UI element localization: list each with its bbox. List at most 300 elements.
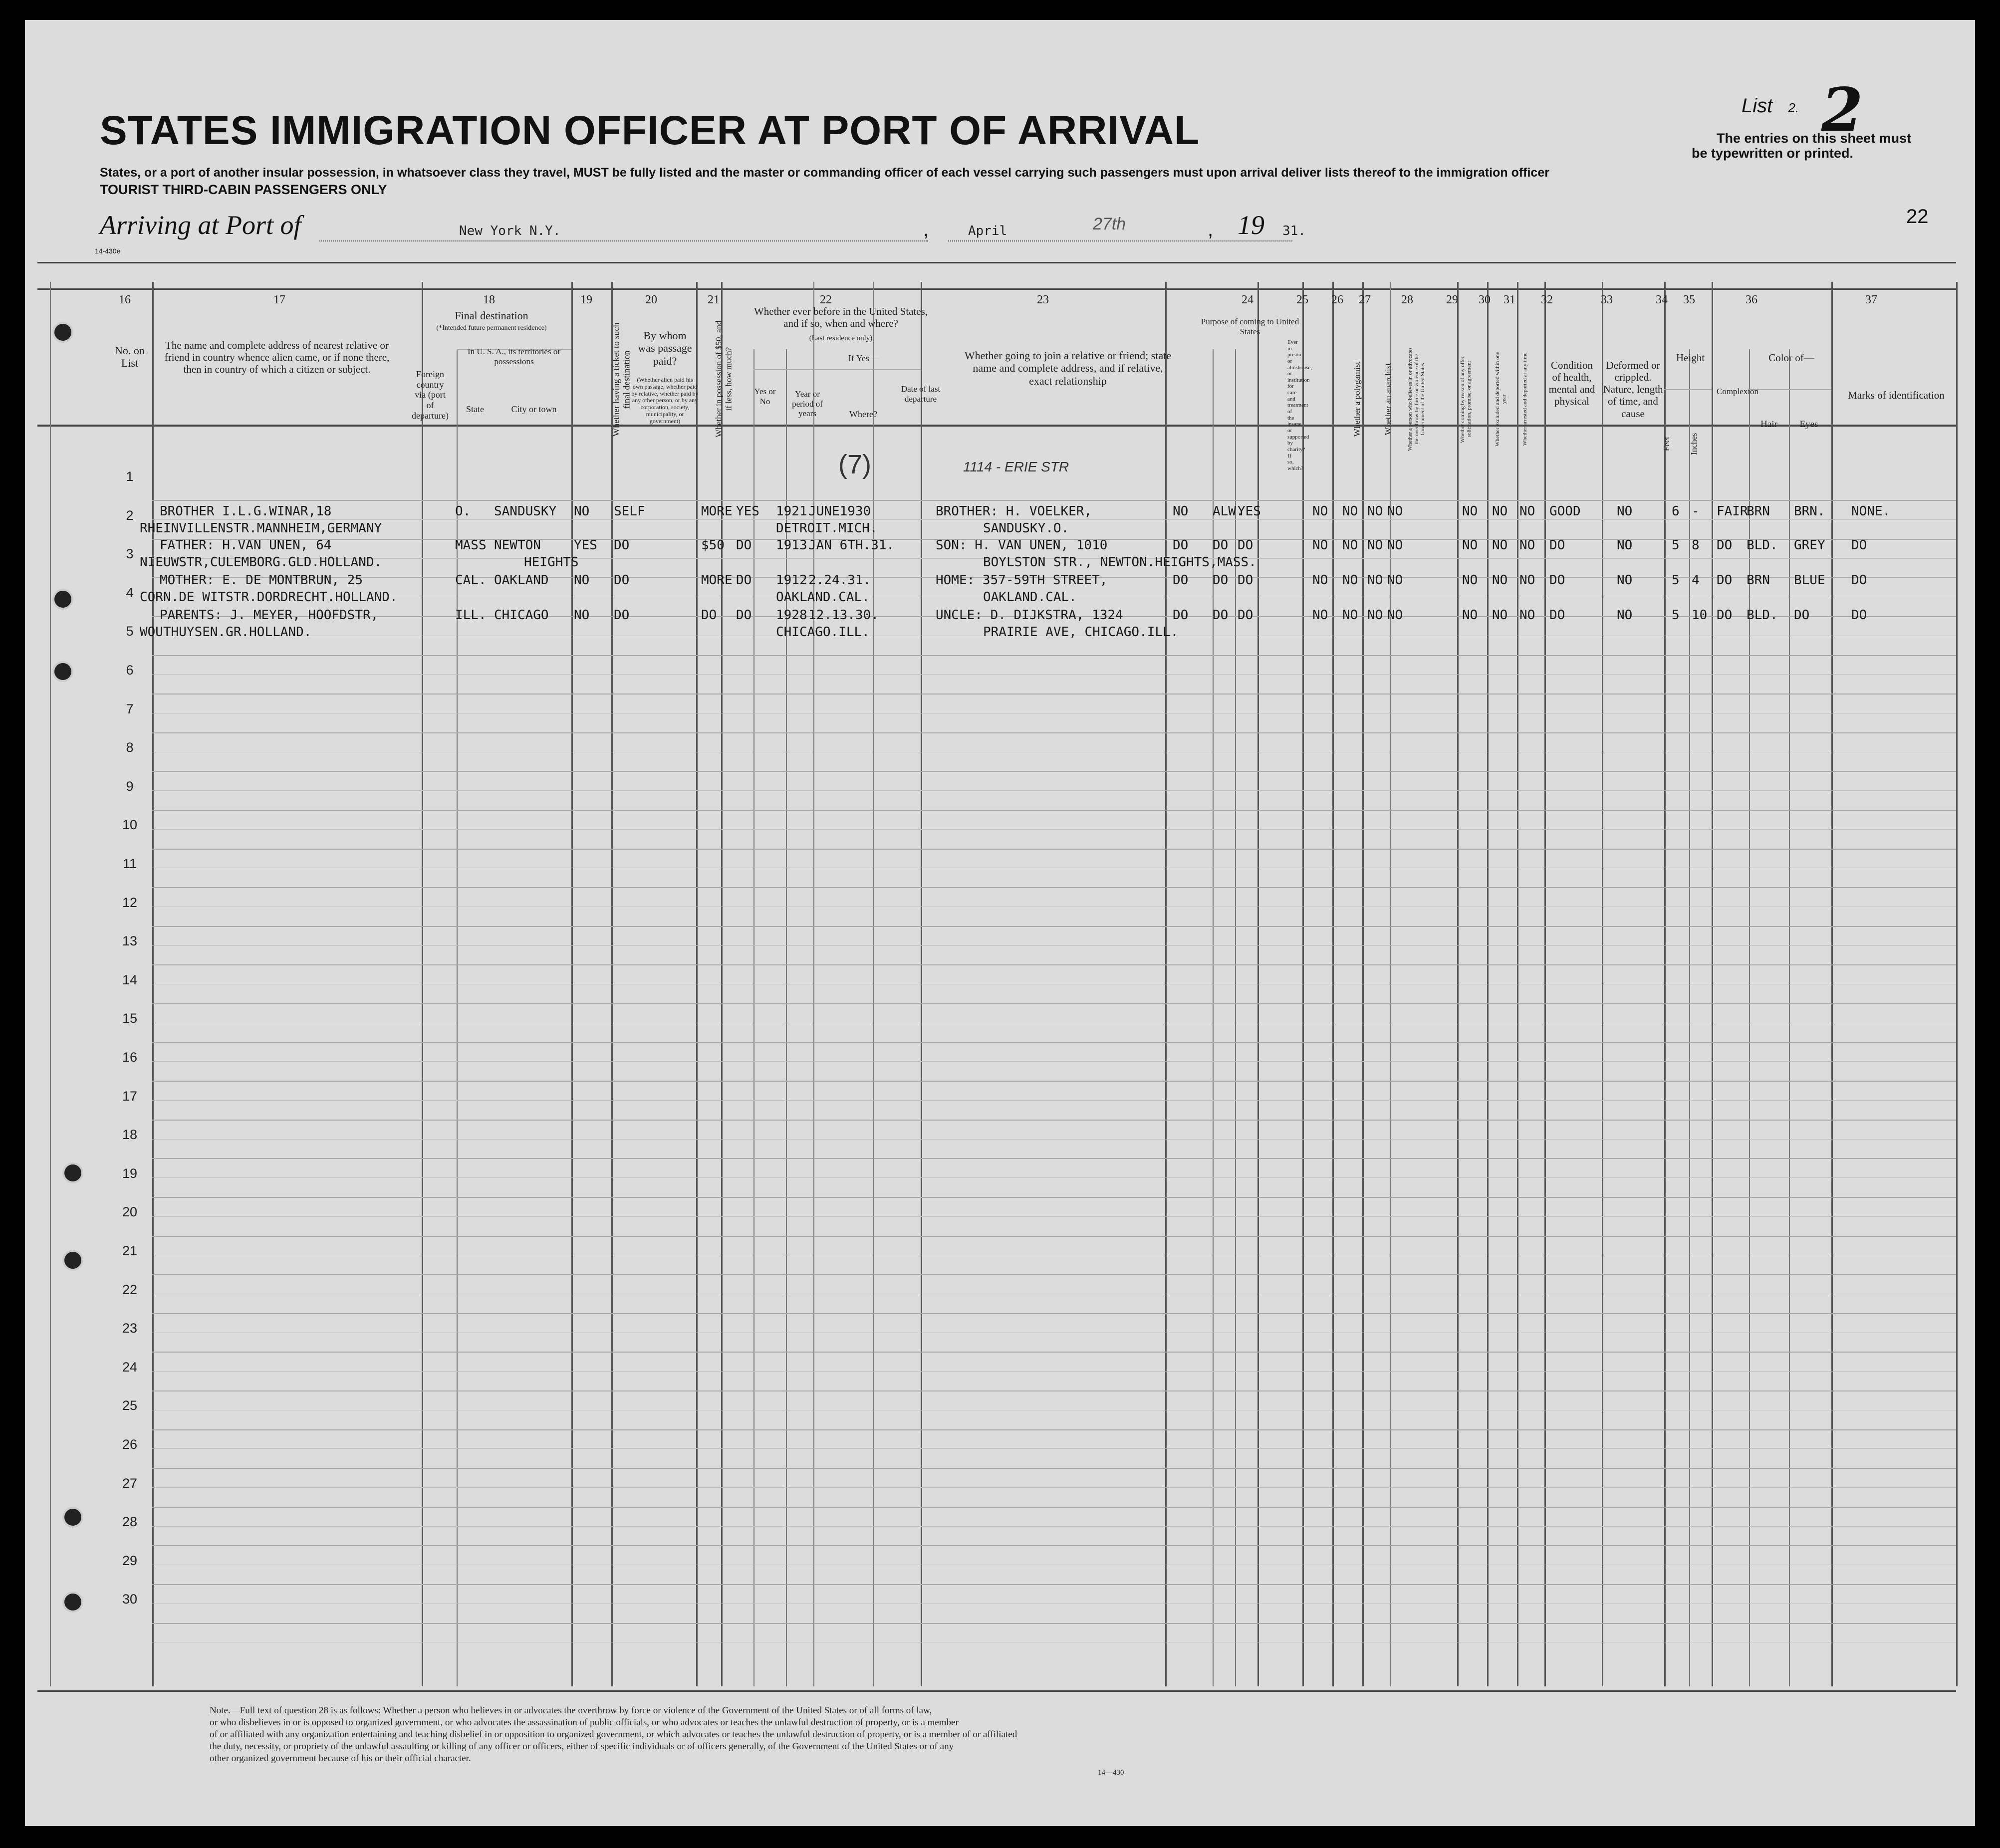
punch-hole bbox=[62, 1592, 83, 1613]
paid-by-cell: DO bbox=[614, 608, 630, 623]
q28-cell: NO bbox=[1387, 538, 1403, 553]
header-c29: Whether coming by reason of any offer, solicitation, promise, or agreement bbox=[1460, 355, 1472, 443]
column-number: 31 bbox=[1503, 293, 1515, 306]
column-number: 16 bbox=[119, 293, 131, 306]
purpose-cell-1: DO bbox=[1173, 608, 1189, 623]
row-number: 18 bbox=[122, 1127, 138, 1143]
date-underline bbox=[948, 240, 1292, 241]
header-inches: Inches bbox=[1689, 433, 1699, 455]
column-line bbox=[1789, 349, 1790, 1686]
row-line bbox=[152, 1158, 1956, 1159]
row-number: 25 bbox=[122, 1398, 138, 1413]
header-c25: Ever in prison or almshouse, or institution for care and treatment of the insane, or supported by charity? If so, which? bbox=[1287, 339, 1312, 471]
inches-cell: - bbox=[1692, 504, 1700, 519]
row-line bbox=[152, 674, 1956, 675]
form-stamp: 14-430e bbox=[95, 247, 121, 255]
q27-cell: NO bbox=[1367, 504, 1383, 519]
row-number: 1 bbox=[126, 469, 134, 484]
marks-cell: DO bbox=[1851, 538, 1867, 553]
footnote-line4: the duty, necessity, or propriety of the unlawful assaulting or killing of any officer or officers, either of specific individuals or of officers generally, of the Government of the United States or of any bbox=[210, 1741, 954, 1752]
join-relative-line-2: PRAIRIE AVE, CHICAGO.ILL. bbox=[983, 625, 1179, 640]
row-number: 27 bbox=[122, 1475, 138, 1491]
row-line bbox=[152, 1371, 1956, 1372]
header-ticket: Whether having a ticket to such final destination bbox=[611, 322, 631, 437]
q29-cell: NO bbox=[1462, 538, 1478, 553]
marks-cell: DO bbox=[1851, 608, 1867, 623]
q29-cell: NO bbox=[1462, 573, 1478, 588]
row-line bbox=[152, 1100, 1956, 1101]
q28-cell: NO bbox=[1387, 573, 1403, 588]
column-number: 28 bbox=[1401, 293, 1413, 306]
header-subdivider bbox=[753, 369, 921, 370]
row-line bbox=[152, 1313, 1956, 1314]
marks-cell: DO bbox=[1851, 573, 1867, 588]
row-number: 2 bbox=[126, 507, 134, 523]
q28-cell: NO bbox=[1387, 608, 1403, 623]
column-number: 17 bbox=[273, 293, 285, 306]
row-line bbox=[152, 1487, 1956, 1488]
purpose-cell-2: DO bbox=[1213, 608, 1229, 623]
join-relative-line-1: SON: H. VAN UNEN, 1010 bbox=[936, 538, 1108, 553]
marks-cell: NONE. bbox=[1851, 504, 1891, 519]
departure-date-cell: JUNE1930 bbox=[808, 504, 871, 519]
state-cell: CAL. bbox=[455, 573, 487, 588]
punch-hole bbox=[52, 661, 73, 682]
q31-cell: NO bbox=[1519, 573, 1535, 588]
row-line bbox=[152, 1139, 1956, 1140]
manifest-table bbox=[37, 262, 1956, 1692]
footnote-line2: or who disbelieves in or is opposed to organized government, or who advocates the assassination of public officials, or who advocates or teaches the unlawful destruction of property, or is a member bbox=[210, 1717, 959, 1728]
punch-hole bbox=[62, 1250, 83, 1271]
row-number: 30 bbox=[122, 1592, 138, 1607]
row-number: 12 bbox=[122, 895, 138, 910]
column-number: 30 bbox=[1479, 293, 1491, 306]
inches-cell: 8 bbox=[1692, 538, 1700, 553]
row-line bbox=[152, 1545, 1956, 1546]
header-no-on-list: No. on List bbox=[115, 344, 145, 370]
row-number: 20 bbox=[122, 1204, 138, 1220]
ticket-cell: YES bbox=[574, 538, 597, 553]
header-paid-by-note: (Whether alien paid his own passage, whether paid by relative, whether paid by any other person, or by any corporation, society, municipality, or government) bbox=[631, 376, 699, 425]
column-number: 25 bbox=[1296, 293, 1308, 306]
where-cell: OAKLAND.CAL. bbox=[776, 590, 870, 605]
deformed-cell: NO bbox=[1617, 538, 1633, 553]
purpose-cell-1: DO bbox=[1173, 538, 1189, 553]
header-eyes: Eyes bbox=[1799, 419, 1818, 430]
q30-cell: NO bbox=[1492, 504, 1508, 519]
money-cell: DO bbox=[701, 608, 717, 623]
q25-cell: NO bbox=[1312, 504, 1328, 519]
arrival-month: April bbox=[968, 224, 1007, 238]
row-number: 19 bbox=[122, 1165, 138, 1181]
purpose-cell-3: DO bbox=[1238, 608, 1253, 623]
money-cell: $50 bbox=[701, 538, 725, 553]
row-number: 10 bbox=[122, 817, 138, 833]
footnote-line3: of or affiliated with any organization entertaining and teaching disbelief in or opposition to organized government, or which advocates or teaches the unlawful destruction of property, or is a member of or affiliated bbox=[210, 1729, 1017, 1740]
paid-by-cell: DO bbox=[614, 538, 630, 553]
row-number: 9 bbox=[126, 778, 134, 794]
punch-hole bbox=[52, 322, 73, 343]
row-number: 4 bbox=[126, 585, 134, 600]
ticket-cell: NO bbox=[574, 504, 590, 519]
relative-line-2: WOUTHUYSEN.GR.HOLLAND. bbox=[140, 625, 312, 640]
state-cell: O. bbox=[455, 504, 471, 519]
row-line bbox=[152, 926, 1956, 927]
join-relative-line-2: BOYLSTON STR., NEWTON.HEIGHTS,MASS. bbox=[983, 555, 1256, 570]
eyes-cell: DO bbox=[1794, 608, 1810, 623]
row-line bbox=[152, 849, 1956, 850]
feet-cell: 5 bbox=[1672, 608, 1680, 623]
q29-cell: NO bbox=[1462, 504, 1478, 519]
column-number: 27 bbox=[1359, 293, 1371, 306]
row-line bbox=[152, 1390, 1956, 1391]
inches-cell: 4 bbox=[1692, 573, 1700, 588]
state-cell: ILL. bbox=[455, 608, 487, 623]
before-cell: DO bbox=[736, 573, 752, 588]
row-line bbox=[152, 1236, 1956, 1237]
city-cell: CHICAGO bbox=[494, 608, 549, 623]
q27-cell: NO bbox=[1367, 608, 1383, 623]
row-line bbox=[152, 1352, 1956, 1353]
header-final-destination: Final destination bbox=[455, 309, 528, 322]
year-prefix: 19 bbox=[1238, 210, 1264, 240]
where-cell: CHICAGO.ILL. bbox=[776, 625, 870, 640]
row-line bbox=[152, 1216, 1956, 1217]
relative-line-2: RHEINVILLENSTR.MANNHEIM,GERMANY bbox=[140, 521, 382, 536]
departure-date-cell: JAN 6TH.31. bbox=[808, 538, 895, 553]
purpose-cell-3: DO bbox=[1238, 538, 1253, 553]
header-last-residence: (Last residence only) bbox=[809, 334, 873, 342]
row-number: 14 bbox=[122, 972, 138, 987]
row-number: 24 bbox=[122, 1359, 138, 1375]
join-relative-line-2: SANDUSKY.O. bbox=[983, 521, 1069, 536]
complexion-cell: DO bbox=[1717, 608, 1733, 623]
header-nearest-relative: The name and complete address of nearest relative or friend in country whence alien came, or if none there, then in country of which a citizen or subject. bbox=[164, 339, 390, 376]
header-subdivider bbox=[1664, 389, 1712, 390]
year-cell: 1928 bbox=[776, 608, 807, 623]
q26-cell: NO bbox=[1342, 504, 1358, 519]
manifest-page bbox=[25, 20, 1975, 1826]
header-c30: Whether excluded and deported within one year bbox=[1495, 352, 1507, 447]
before-cell: DO bbox=[736, 608, 752, 623]
column-line bbox=[50, 282, 51, 1686]
join-relative-line-1: HOME: 357-59TH STREET, bbox=[936, 573, 1108, 588]
eyes-cell: BLUE bbox=[1794, 573, 1825, 588]
header-where: Where? bbox=[849, 409, 877, 419]
year-suffix: 31. bbox=[1282, 224, 1306, 238]
column-line bbox=[1235, 349, 1236, 1686]
purpose-cell-1: NO bbox=[1173, 504, 1189, 519]
q31-cell: NO bbox=[1519, 504, 1535, 519]
column-number: 19 bbox=[580, 293, 592, 306]
year-cell: 1913 bbox=[776, 538, 807, 553]
header-foreign-country: Foreign country via (port of departure) bbox=[412, 369, 449, 421]
health-cell: DO bbox=[1549, 573, 1565, 588]
hair-cell: BRN bbox=[1747, 573, 1770, 588]
footnote-form-number: 14—430 bbox=[1098, 1769, 1124, 1777]
column-line bbox=[753, 349, 754, 1686]
list-label bbox=[1742, 95, 1799, 117]
arrival-day: 27th bbox=[1093, 215, 1126, 233]
arrival-port: New York N.Y. bbox=[459, 224, 561, 238]
header-paid-by: By whom was passage paid? bbox=[638, 329, 692, 367]
column-line bbox=[1689, 349, 1690, 1686]
row-line bbox=[152, 945, 1956, 946]
eyes-cell: GREY bbox=[1794, 538, 1825, 553]
city-cell: NEWTON bbox=[494, 538, 541, 553]
relative-line-2: CORN.DE WITSTR.DORDRECHT.HOLLAND. bbox=[140, 590, 398, 605]
hair-cell: BLD. bbox=[1747, 608, 1778, 623]
entries-note-line2: be typewritten or printed. bbox=[1692, 146, 1854, 161]
year-cell: 1921 bbox=[776, 504, 807, 519]
complexion-cell: FAIR bbox=[1717, 504, 1748, 519]
row-line bbox=[152, 1448, 1956, 1449]
subtitle-line2: TOURIST THIRD-CABIN PASSENGERS ONLY bbox=[100, 182, 387, 197]
punch-hole bbox=[52, 589, 73, 610]
city-cell: SANDUSKY bbox=[494, 504, 557, 519]
q30-cell: NO bbox=[1492, 538, 1508, 553]
relative-line-2: NIEUWSTR,CULEMBORG.GLD.HOLLAND. bbox=[140, 555, 382, 570]
q30-cell: NO bbox=[1492, 573, 1508, 588]
row-line bbox=[152, 1081, 1956, 1082]
row-number: 6 bbox=[126, 663, 134, 678]
header-ever-before: Whether ever before in the United States, and if so, when and where? bbox=[753, 305, 928, 330]
before-cell: DO bbox=[736, 538, 752, 553]
join-relative-line-1: UNCLE: D. DIJKSTRA, 1324 bbox=[936, 608, 1123, 623]
row-number: 8 bbox=[126, 740, 134, 755]
row-line bbox=[152, 1274, 1956, 1275]
hair-cell: BLD. bbox=[1747, 538, 1778, 553]
header-subdivider bbox=[1749, 389, 1831, 390]
header-c28: Whether a person who believes in or advocates the overthrow by force or violence of the Government of the United States bbox=[1407, 347, 1426, 451]
departure-date-cell: 2.24.31. bbox=[808, 573, 871, 588]
row-line bbox=[152, 1120, 1956, 1121]
column-number: 37 bbox=[1865, 293, 1877, 306]
health-cell: DO bbox=[1549, 538, 1565, 553]
row-number: 3 bbox=[126, 546, 134, 562]
row-line bbox=[152, 964, 1956, 965]
column-number-divider bbox=[37, 288, 1956, 290]
column-number: 24 bbox=[1242, 293, 1253, 306]
relative-line-1: MOTHER: E. DE MONTBRUN, 25 bbox=[160, 573, 363, 588]
column-number: 23 bbox=[1037, 293, 1049, 306]
eyes-cell: BRN. bbox=[1794, 504, 1825, 519]
handwritten-bracket-mark: (7) bbox=[838, 450, 871, 479]
paid-by-cell: DO bbox=[614, 573, 630, 588]
complexion-cell: DO bbox=[1717, 538, 1733, 553]
row-number: 26 bbox=[122, 1437, 138, 1452]
page-title: STATES IMMIGRATION OFFICER AT PORT OF ARRIVAL bbox=[100, 108, 1200, 153]
column-number: 34 bbox=[1656, 293, 1668, 306]
subtitle-line1: States, or a port of another insular possession, in whatsoever class they travel, MUST be fully listed and the master or commanding officer of each vessel carrying such passengers must upon arrival deliver lists thereof to the immigration officer bbox=[100, 166, 1549, 180]
purpose-cell-3: YES bbox=[1238, 504, 1261, 519]
deformed-cell: NO bbox=[1617, 504, 1633, 519]
list-number-handwritten: 2 bbox=[1821, 75, 1863, 145]
row-line bbox=[152, 500, 1956, 501]
q29-cell: NO bbox=[1462, 608, 1478, 623]
feet-cell: 5 bbox=[1672, 573, 1680, 588]
row-line bbox=[152, 1507, 1956, 1508]
header-city: City or town bbox=[511, 404, 557, 414]
state-cell: MASS bbox=[455, 538, 487, 553]
relative-line-1: FATHER: H.VAN UNEN, 64 bbox=[160, 538, 332, 553]
header-color-of: Color of— bbox=[1768, 352, 1814, 364]
q26-cell: NO bbox=[1342, 538, 1358, 553]
q31-cell: NO bbox=[1519, 608, 1535, 623]
column-number: 20 bbox=[645, 293, 657, 306]
row-line bbox=[152, 1623, 1956, 1624]
q27-cell: NO bbox=[1367, 538, 1383, 553]
header-if-yes: If Yes— bbox=[848, 353, 878, 363]
comma-1: , bbox=[923, 219, 929, 240]
departure-date-cell: 12.13.30. bbox=[808, 608, 879, 623]
row-number: 11 bbox=[122, 856, 137, 871]
purpose-cell-2: ALW. bbox=[1213, 504, 1244, 519]
column-line bbox=[1956, 282, 1958, 1686]
row-number: 29 bbox=[122, 1553, 138, 1568]
header-complexion: Complexion bbox=[1717, 387, 1759, 396]
row-number: 22 bbox=[122, 1282, 138, 1297]
header-feet: Feet bbox=[1662, 437, 1672, 452]
row-line bbox=[152, 693, 1956, 694]
hair-cell: BRN bbox=[1747, 504, 1770, 519]
header-c27: Whether an anarchist bbox=[1383, 363, 1393, 436]
footnote-line5: other organized government because of his or their official character. bbox=[210, 1753, 471, 1764]
header-join-relative: Whether going to join a relative or friend; state name and complete address, and if relative, exact relationship bbox=[964, 349, 1172, 387]
column-number: 26 bbox=[1331, 293, 1343, 306]
row-number: 28 bbox=[122, 1514, 138, 1530]
header-purpose: Purpose of coming to United States bbox=[1201, 317, 1299, 336]
header-year-period: Year or period of years bbox=[792, 389, 823, 419]
row-number: 13 bbox=[122, 933, 138, 949]
arriving-label: Arriving at Port of bbox=[100, 210, 301, 240]
header-state: State bbox=[466, 404, 484, 414]
q26-cell: NO bbox=[1342, 608, 1358, 623]
join-relative-line-1: BROTHER: H. VOELKER, bbox=[936, 504, 1092, 519]
row-line bbox=[152, 1061, 1956, 1062]
header-c31: Whether arrested and deported at any time bbox=[1522, 352, 1528, 446]
row-line bbox=[152, 732, 1956, 733]
row-line bbox=[152, 1003, 1956, 1004]
row-number: 5 bbox=[126, 624, 134, 639]
q28-cell: NO bbox=[1387, 504, 1403, 519]
list-small-number: 2. bbox=[1788, 100, 1799, 115]
city-cell-2: HEIGHTS bbox=[524, 555, 579, 570]
port-underline bbox=[319, 240, 928, 241]
ticket-cell: NO bbox=[574, 573, 590, 588]
column-number: 36 bbox=[1746, 293, 1757, 306]
punch-hole bbox=[62, 1162, 83, 1183]
header-marks: Marks of identification bbox=[1848, 389, 1945, 401]
header-yes-no: Yes or No bbox=[754, 387, 776, 406]
row-number: 23 bbox=[122, 1321, 138, 1336]
row-line bbox=[152, 829, 1956, 830]
row-line bbox=[152, 1042, 1956, 1043]
q25-cell: NO bbox=[1312, 538, 1328, 553]
feet-cell: 5 bbox=[1672, 538, 1680, 553]
header-height: Height bbox=[1676, 352, 1705, 364]
row-line bbox=[152, 810, 1956, 811]
header-in-usa: In U. S. A., its territories or possessions bbox=[467, 347, 561, 366]
entries-note-line1: The entries on this sheet must bbox=[1717, 131, 1912, 146]
q27-cell: NO bbox=[1367, 573, 1383, 588]
purpose-cell-1: DO bbox=[1173, 573, 1189, 588]
purpose-cell-2: DO bbox=[1213, 573, 1229, 588]
q25-cell: NO bbox=[1312, 608, 1328, 623]
inches-cell: 10 bbox=[1692, 608, 1708, 623]
column-number: 33 bbox=[1601, 293, 1613, 306]
complexion-cell: DO bbox=[1717, 573, 1733, 588]
column-number: 18 bbox=[483, 293, 495, 306]
feet-cell: 6 bbox=[1672, 504, 1680, 519]
row-line bbox=[152, 1468, 1956, 1469]
header-final-destination-note: (*Intended future permanent residence) bbox=[436, 324, 547, 332]
header-deformed: Deformed or crippled. Nature, length of time, and cause bbox=[1603, 359, 1663, 420]
row-line bbox=[152, 519, 1956, 520]
row-line bbox=[152, 790, 1956, 791]
footnote-line1: Note.—Full text of question 28 is as follows: Whether a person who believes in or advocates the overthrow by force or violence of the Government of the United States or of all forms of law, bbox=[210, 1705, 932, 1716]
row-line bbox=[152, 1429, 1956, 1430]
money-cell: MORE bbox=[701, 573, 733, 588]
row-number: 7 bbox=[126, 701, 134, 716]
header-money: Whether in possession of $50, and if less, how much? bbox=[714, 320, 733, 438]
header-hair: Hair bbox=[1760, 419, 1777, 430]
column-number: 22 bbox=[820, 293, 832, 306]
purpose-cell-3: DO bbox=[1238, 573, 1253, 588]
health-cell: DO bbox=[1549, 608, 1565, 623]
money-cell: MORE bbox=[701, 504, 733, 519]
year-cell: 1912 bbox=[776, 573, 807, 588]
relative-line-1: PARENTS: J. MEYER, HOOFDSTR, bbox=[160, 608, 379, 623]
row-line bbox=[152, 655, 1956, 656]
punch-hole bbox=[62, 1507, 83, 1528]
join-relative-line-2: OAKLAND.CAL. bbox=[983, 590, 1077, 605]
before-cell: YES bbox=[736, 504, 759, 519]
row-line bbox=[152, 1197, 1956, 1198]
header-c26: Whether a polygamist bbox=[1352, 361, 1362, 437]
where-cell: DETROIT.MICH. bbox=[776, 521, 878, 536]
header-health: Condition of health, mental and physical bbox=[1548, 359, 1595, 408]
row-line bbox=[152, 887, 1956, 888]
q30-cell: NO bbox=[1492, 608, 1508, 623]
health-cell: GOOD bbox=[1549, 504, 1581, 519]
row-number: 21 bbox=[122, 1243, 138, 1258]
purpose-cell-2: DO bbox=[1213, 538, 1229, 553]
q26-cell: NO bbox=[1342, 573, 1358, 588]
relative-line-1: BROTHER I.L.G.WINAR,18 bbox=[160, 504, 332, 519]
list-label-text: List bbox=[1742, 95, 1773, 117]
row-number: 16 bbox=[122, 1050, 138, 1065]
header-date-departure: Date of last departure bbox=[901, 384, 941, 404]
row-line bbox=[152, 1526, 1956, 1527]
q31-cell: NO bbox=[1519, 538, 1535, 553]
paid-by-cell: SELF bbox=[614, 504, 645, 519]
q25-cell: NO bbox=[1312, 573, 1328, 588]
city-cell: OAKLAND bbox=[494, 573, 549, 588]
comma-2: , bbox=[1208, 219, 1214, 240]
ticket-cell: NO bbox=[574, 608, 590, 623]
handwritten-address-note: 1114 - ERIE STR bbox=[963, 459, 1069, 474]
page-number: 22 bbox=[1906, 206, 1929, 228]
row-number: 17 bbox=[122, 1088, 138, 1104]
row-line bbox=[152, 1177, 1956, 1178]
deformed-cell: NO bbox=[1617, 573, 1633, 588]
column-number: 32 bbox=[1541, 293, 1553, 306]
row-number: 15 bbox=[122, 1011, 138, 1026]
arrival-line bbox=[100, 210, 1347, 244]
column-number: 35 bbox=[1683, 293, 1695, 306]
column-number: 29 bbox=[1446, 293, 1458, 306]
